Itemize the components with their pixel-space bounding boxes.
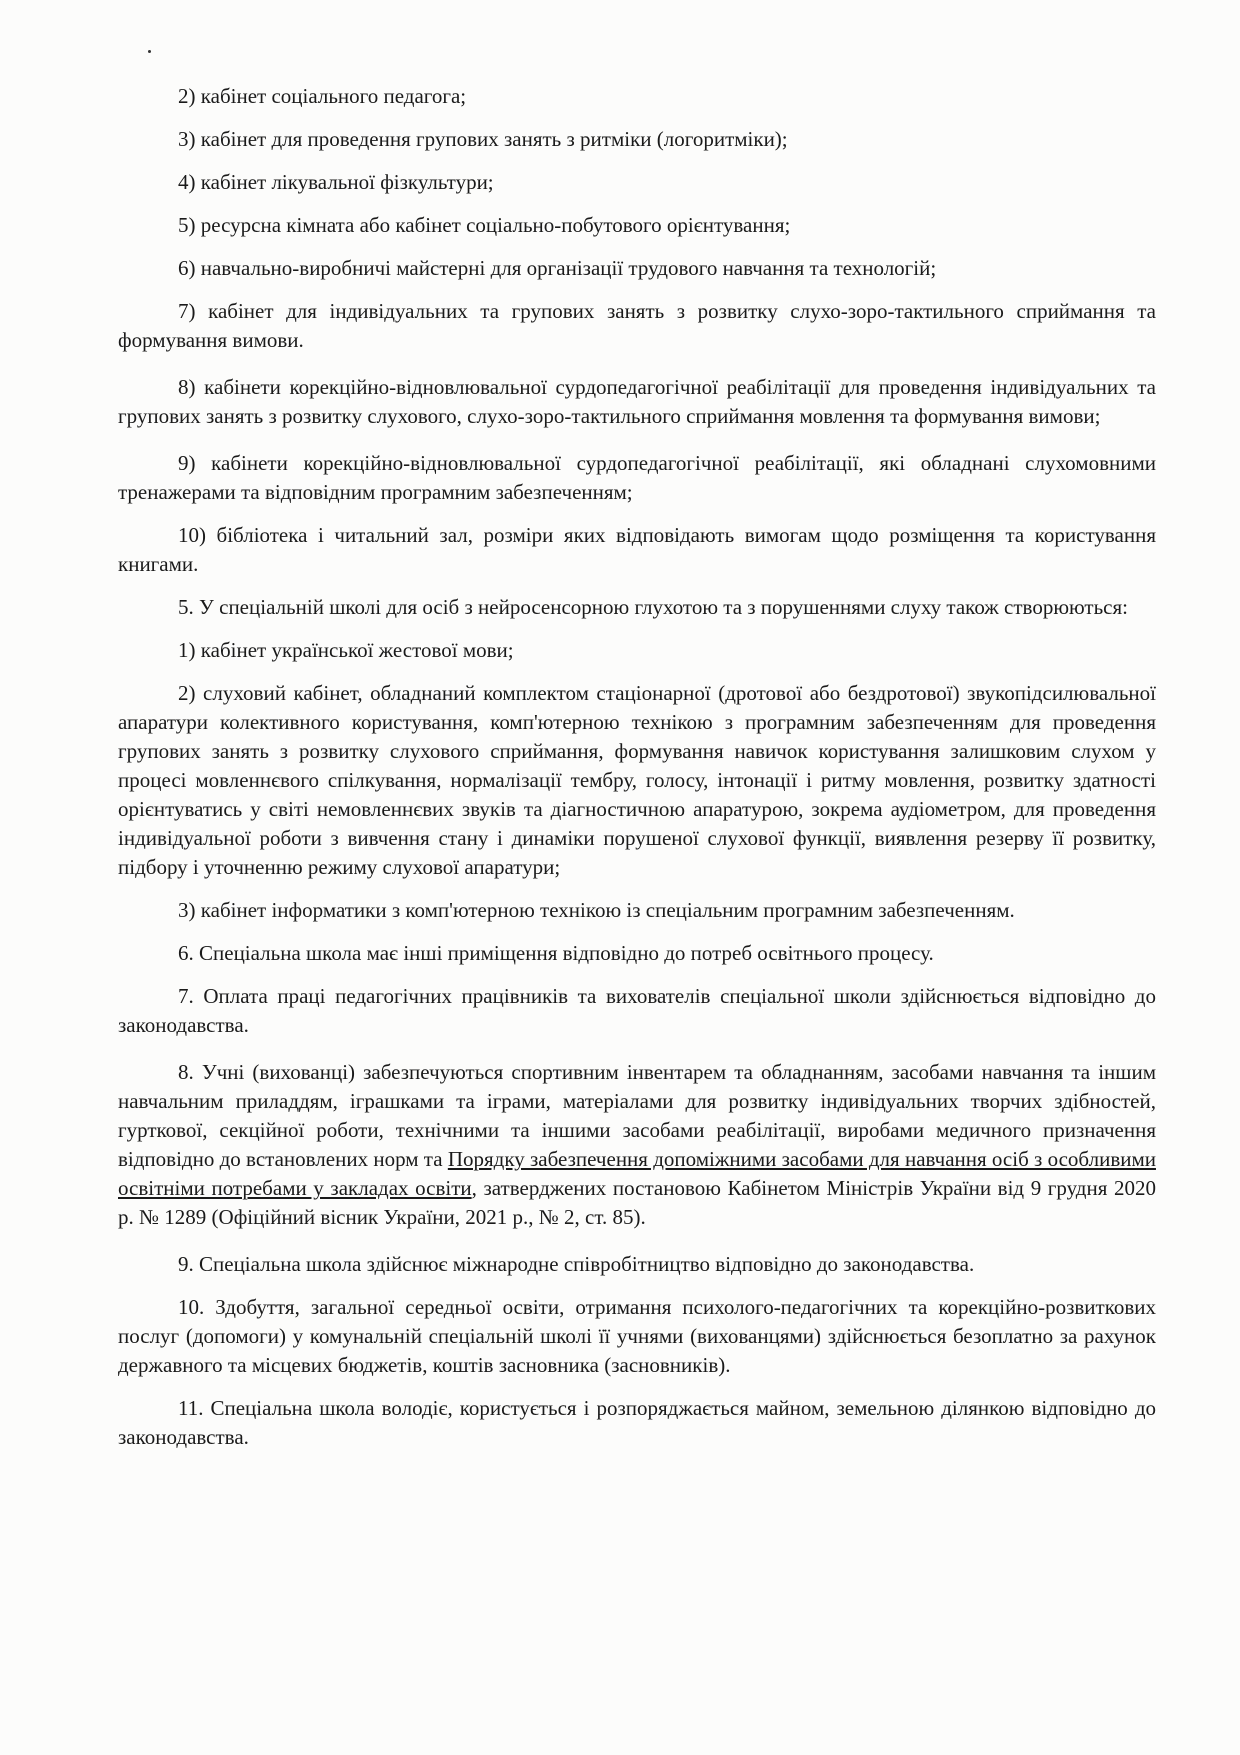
document-body	[118, 82, 1156, 1452]
paragraph-item-2: 2) кабінет соціального педагога;	[178, 84, 467, 108]
paragraph-sub-3: 3) кабінет інформатики з комп'ютерною технікою із спеціальним програмним забезпеченням.	[178, 898, 1015, 922]
paragraph-item-6: 6) навчально-виробничі майстерні для організації трудового навчання та технологій;	[178, 256, 937, 280]
paragraph-section-11: 11. Спеціальна школа володіє, користується і розпоряджається майном, земельною ділянкою відповідно до законодавства.	[118, 1396, 1156, 1449]
procedure-link[interactable]: Порядку забезпечення допоміжними засобами для навчання осіб з особливими освітніми потребами у закладах освіти	[118, 1147, 1156, 1200]
scan-dot	[148, 50, 151, 53]
paragraph-item-5: 5) ресурсна кімната або кабінет соціально-побутового орієнтування;	[178, 213, 791, 237]
paragraph-item-8: 8) кабінети корекційно-відновлювальної сурдопедагогічної реабілітації для проведення індивідуальних та групових занять з розвитку слухового, слухо-зоро-тактильного сприймання мовлення та формування вимови;	[118, 375, 1156, 428]
paragraph-section-8	[118, 1058, 1156, 1232]
paragraph-section-6: 6. Спеціальна школа має інші приміщення відповідно до потреб освітнього процесу.	[178, 941, 934, 965]
paragraph-section-10: 10. Здобуття, загальної середньої освіти, отримання психолого-педагогічних та корекційно-розвиткових послуг (допомоги) у комунальній спеціальній школі її учнями (вихованцями) здійснюється безоплатно за рахунок державного та місцевих бюджетів, коштів засновника (засновників).	[118, 1295, 1156, 1377]
paragraph-sub-1: 1) кабінет української жестової мови;	[178, 638, 514, 662]
paragraph-section-9: 9. Спеціальна школа здійснює міжнародне співробітництво відповідно до законодавства.	[178, 1252, 975, 1276]
paragraph-item-3: 3) кабінет для проведення групових занять з ритміки (логоритміки);	[178, 127, 788, 151]
paragraph-item-10: 10) бібліотека і читальний зал, розміри яких відповідають вимогам щодо розміщення та користування книгами.	[118, 523, 1156, 576]
paragraph-item-9: 9) кабінети корекційно-відновлювальної сурдопедагогічної реабілітації, які обладнані слухомовними тренажерами та відповідним програмним забезпеченням;	[118, 451, 1156, 504]
paragraph-section-7: 7. Оплата праці педагогічних працівників та вихователів спеціальної школи здійснюється відповідно до законодавства.	[118, 984, 1156, 1037]
p8-text-before: 8. Учні (вихованці) забезпечуються спортивним інвентарем та обладнанням, засобами навчання та іншим навчальним приладдям, іграшками та іграми, матеріалами для розвитку індивідуальних творчих здібностей, гурткової, секційної роботи, технічними та іншими засобами реабілітації, виробами медичного призначення відповідно до встановлених норм та	[118, 1060, 1156, 1171]
paragraph-sub-2: 2) слуховий кабінет, обладнаний комплектом стаціонарної (дротової або бездротової) звукопідсилювальної апаратури колективного користування, комп'ютерною технікою з програмним забезпеченням для проведення групових занять з розвитку слухового сприймання, формування навичок користування залишковим слухом у процесі мовленнєвого спілкування, нормалізації тембру, голосу, інтонації і ритму мовлення, розвитку здатності орієнтуватись у світі немовленнєвих звуків та діагностичною апаратурою, зокрема аудіометром, для проведення індивідуальної роботи з вивчення стану і динаміки порушеної слухової функції, виявлення резерву її розвитку, підбору і уточненню режиму слухової апаратури;	[118, 681, 1156, 879]
paragraph-item-4: 4) кабінет лікувальної фізкультури;	[178, 170, 494, 194]
p8-text-after: , затверджених постановою Кабінетом Міністрів України від 9 грудня 2020 р. № 1289 (Офіційний вісник України, 2021 р., № 2, ст. 85).	[118, 1176, 1156, 1229]
paragraph-item-7: 7) кабінет для індивідуальних та групових занять з розвитку слухо-зоро-тактильного сприймання та формування вимови.	[118, 299, 1156, 352]
paragraph-section-5: 5. У спеціальній школі для осіб з нейросенсорною глухотою та з порушеннями слуху також створюються:	[178, 595, 1128, 619]
